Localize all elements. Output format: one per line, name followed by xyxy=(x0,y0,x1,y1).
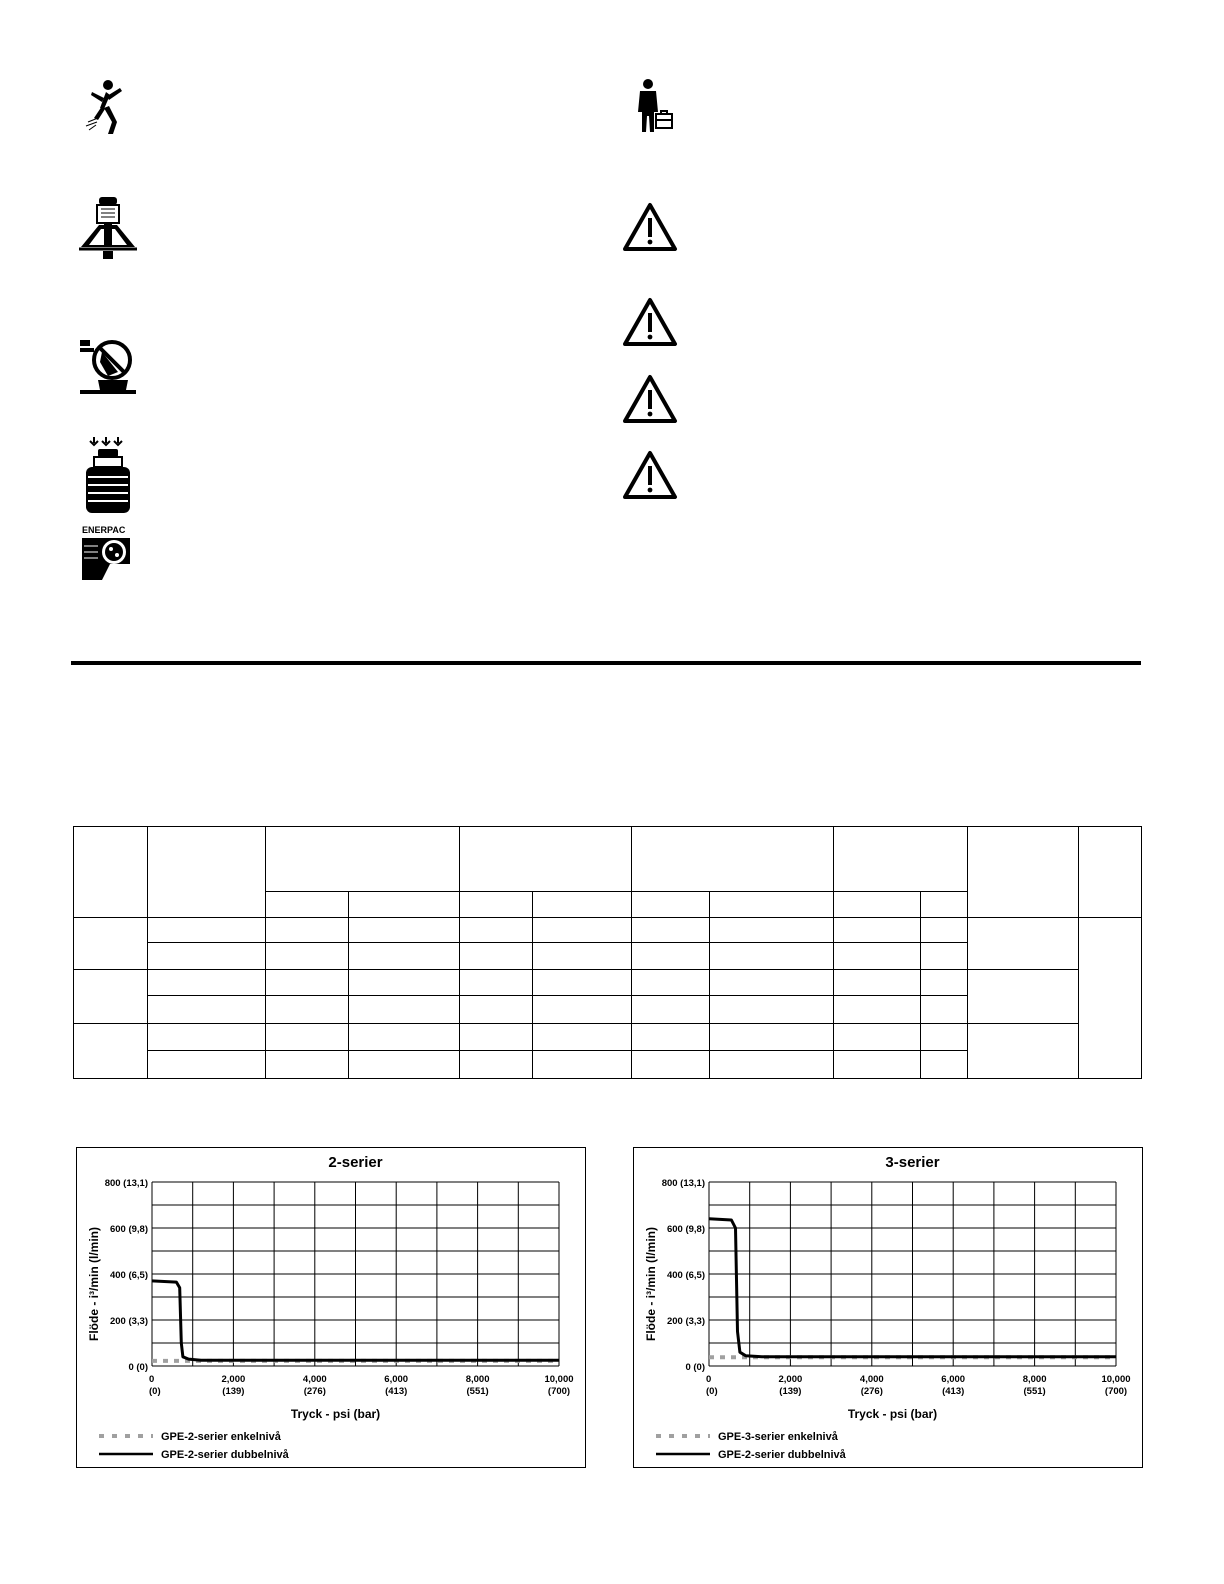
x-axis-label: Tryck - psi (bar) xyxy=(290,1407,381,1421)
table-cell xyxy=(460,969,533,995)
table-cell xyxy=(921,1050,968,1078)
x-tick-label-psi: 2,000 xyxy=(778,1374,803,1385)
table-cell xyxy=(148,918,266,943)
table-cell xyxy=(266,995,349,1023)
table-subheader-cell xyxy=(349,892,460,918)
warning-triangle-icon xyxy=(622,374,678,424)
table-subheader-cell xyxy=(632,892,710,918)
table-row xyxy=(74,918,1142,943)
table-cell xyxy=(533,1050,632,1078)
slip-hazard-icon xyxy=(80,78,130,136)
table-cell xyxy=(148,1023,266,1050)
table-subheader-cell xyxy=(834,892,921,918)
x-tick-label-bar: (276) xyxy=(303,1386,326,1397)
y-tick-label: 0 (0) xyxy=(685,1362,705,1373)
no-side-load-icon xyxy=(78,336,138,396)
table-cell xyxy=(148,995,266,1023)
table-cell xyxy=(968,969,1079,1023)
x-tick-label-bar: (0) xyxy=(149,1386,161,1397)
table-cell xyxy=(921,918,968,943)
table-cell xyxy=(968,918,1079,969)
table-cell xyxy=(710,943,834,969)
table-cell xyxy=(148,1050,266,1078)
table-cell xyxy=(1079,918,1142,1079)
x-axis-label: Tryck - psi (bar) xyxy=(847,1407,938,1421)
x-tick-label-bar: (413) xyxy=(385,1386,408,1397)
table-cell xyxy=(834,969,921,995)
table-subheader-cell xyxy=(533,892,632,918)
table-cell xyxy=(266,1023,349,1050)
table-cell xyxy=(533,943,632,969)
x-tick-label-bar: (276) xyxy=(860,1386,883,1397)
table-cell xyxy=(834,943,921,969)
cylinder-load-icon xyxy=(80,435,136,515)
table-header-cell xyxy=(632,827,834,892)
flow-chart-3-series xyxy=(633,1147,1143,1468)
y-tick-label: 0 (0) xyxy=(128,1362,148,1373)
table-row xyxy=(74,969,1142,995)
table-cell xyxy=(533,1023,632,1050)
table-cell xyxy=(533,918,632,943)
table-header-row xyxy=(74,827,1142,892)
table-cell xyxy=(921,995,968,1023)
table-cell xyxy=(460,1023,533,1050)
table-cell xyxy=(266,969,349,995)
legend-label: GPE-2-serier enkelnivå xyxy=(161,1431,281,1443)
x-tick-label-bar: (700) xyxy=(1104,1386,1128,1397)
table-cell xyxy=(710,1023,834,1050)
x-tick-label-psi: 6,000 xyxy=(384,1374,409,1385)
table-cell xyxy=(710,995,834,1023)
table-cell xyxy=(349,1023,460,1050)
x-tick-label-psi: 8,000 xyxy=(465,1374,490,1385)
table-cell xyxy=(460,995,533,1023)
cylinder-overload-icon xyxy=(75,195,141,261)
table-cell xyxy=(632,995,710,1023)
y-axis-label: Flöde - i³/min (l/min) xyxy=(87,1227,101,1341)
service-technician-icon xyxy=(634,78,674,134)
table-cell xyxy=(266,943,349,969)
table-cell xyxy=(533,969,632,995)
table-cell xyxy=(921,943,968,969)
table-header-cell xyxy=(834,827,968,892)
table-header-cell xyxy=(266,827,460,892)
table-subheader-cell xyxy=(266,892,349,918)
table-header-cell xyxy=(1079,827,1142,918)
enerpac-brand-label: ENERPAC xyxy=(82,525,126,535)
x-tick-label-psi: 4,000 xyxy=(302,1374,327,1385)
table-cell xyxy=(632,943,710,969)
table-cell xyxy=(710,918,834,943)
table-cell xyxy=(921,969,968,995)
y-tick-label: 400 (6,5) xyxy=(666,1270,705,1281)
table-cell xyxy=(349,969,460,995)
table-cell xyxy=(632,918,710,943)
table-cell xyxy=(834,1023,921,1050)
warning-triangle-icon xyxy=(622,202,678,252)
x-tick-label-bar: (413) xyxy=(942,1386,965,1397)
table-cell xyxy=(632,1050,710,1078)
table-cell xyxy=(148,943,266,969)
specification-table xyxy=(73,826,1142,1079)
table-cell xyxy=(632,969,710,995)
y-tick-label: 800 (13,1) xyxy=(104,1178,148,1189)
table-cell xyxy=(349,918,460,943)
legend-label: GPE-2-serier dubbelnivå xyxy=(161,1449,289,1461)
table-subheader-cell xyxy=(710,892,834,918)
table-cell xyxy=(460,1050,533,1078)
table-cell xyxy=(834,995,921,1023)
chart-svg xyxy=(77,1148,585,1467)
section-divider xyxy=(71,661,1141,665)
enerpac-service-icon xyxy=(80,524,138,582)
x-tick-label-psi: 0 xyxy=(149,1374,155,1385)
table-cell xyxy=(710,1050,834,1078)
y-tick-label: 200 (3,3) xyxy=(109,1316,148,1327)
table-cell xyxy=(349,943,460,969)
table-cell xyxy=(148,969,266,995)
table-header-cell xyxy=(148,827,266,918)
y-tick-label: 800 (13,1) xyxy=(661,1178,705,1189)
table-row xyxy=(74,1023,1142,1050)
flow-chart-2-series xyxy=(76,1147,586,1468)
x-tick-label-bar: (700) xyxy=(547,1386,571,1397)
warning-triangle-icon xyxy=(622,297,678,347)
y-tick-label: 600 (9,8) xyxy=(666,1224,705,1235)
table-cell xyxy=(74,918,148,969)
table-cell xyxy=(710,969,834,995)
y-tick-label: 600 (9,8) xyxy=(109,1224,148,1235)
x-tick-label-psi: 10,000 xyxy=(544,1374,574,1385)
x-tick-label-psi: 0 xyxy=(706,1374,712,1385)
table-cell xyxy=(834,918,921,943)
x-tick-label-psi: 2,000 xyxy=(221,1374,246,1385)
table-cell xyxy=(266,1050,349,1078)
table-header-cell xyxy=(460,827,632,892)
table-header-cell xyxy=(74,827,148,918)
table-cell xyxy=(460,918,533,943)
table-cell xyxy=(632,1023,710,1050)
y-axis-label: Flöde - i³/min (l/min) xyxy=(644,1227,658,1341)
table-cell xyxy=(834,1050,921,1078)
table-cell xyxy=(349,995,460,1023)
table-cell xyxy=(74,1023,148,1078)
legend-label: GPE-3-serier enkelnivå xyxy=(718,1431,838,1443)
chart-svg xyxy=(634,1148,1142,1467)
table-cell xyxy=(266,918,349,943)
table-cell xyxy=(968,1023,1079,1078)
table-subheader-cell xyxy=(921,892,968,918)
x-tick-label-psi: 6,000 xyxy=(941,1374,966,1385)
x-tick-label-bar: (551) xyxy=(466,1386,489,1397)
x-tick-label-psi: 10,000 xyxy=(1101,1374,1131,1385)
table-cell xyxy=(921,1023,968,1050)
x-tick-label-bar: (551) xyxy=(1023,1386,1046,1397)
x-tick-label-psi: 4,000 xyxy=(859,1374,884,1385)
chart-title: 3-serier xyxy=(885,1154,940,1171)
table-subheader-cell xyxy=(460,892,533,918)
table-cell xyxy=(349,1050,460,1078)
warning-triangle-icon xyxy=(622,450,678,500)
chart-title: 2-serier xyxy=(328,1154,383,1171)
table-cell xyxy=(533,995,632,1023)
table-cell xyxy=(74,969,148,1023)
x-tick-label-psi: 8,000 xyxy=(1022,1374,1047,1385)
y-tick-label: 400 (6,5) xyxy=(109,1270,148,1281)
x-tick-label-bar: (139) xyxy=(222,1386,245,1397)
table-cell xyxy=(460,943,533,969)
table-header-cell xyxy=(968,827,1079,918)
x-tick-label-bar: (139) xyxy=(779,1386,802,1397)
legend-label: GPE-2-serier dubbelnivå xyxy=(718,1449,846,1461)
x-tick-label-bar: (0) xyxy=(706,1386,718,1397)
y-tick-label: 200 (3,3) xyxy=(666,1316,705,1327)
